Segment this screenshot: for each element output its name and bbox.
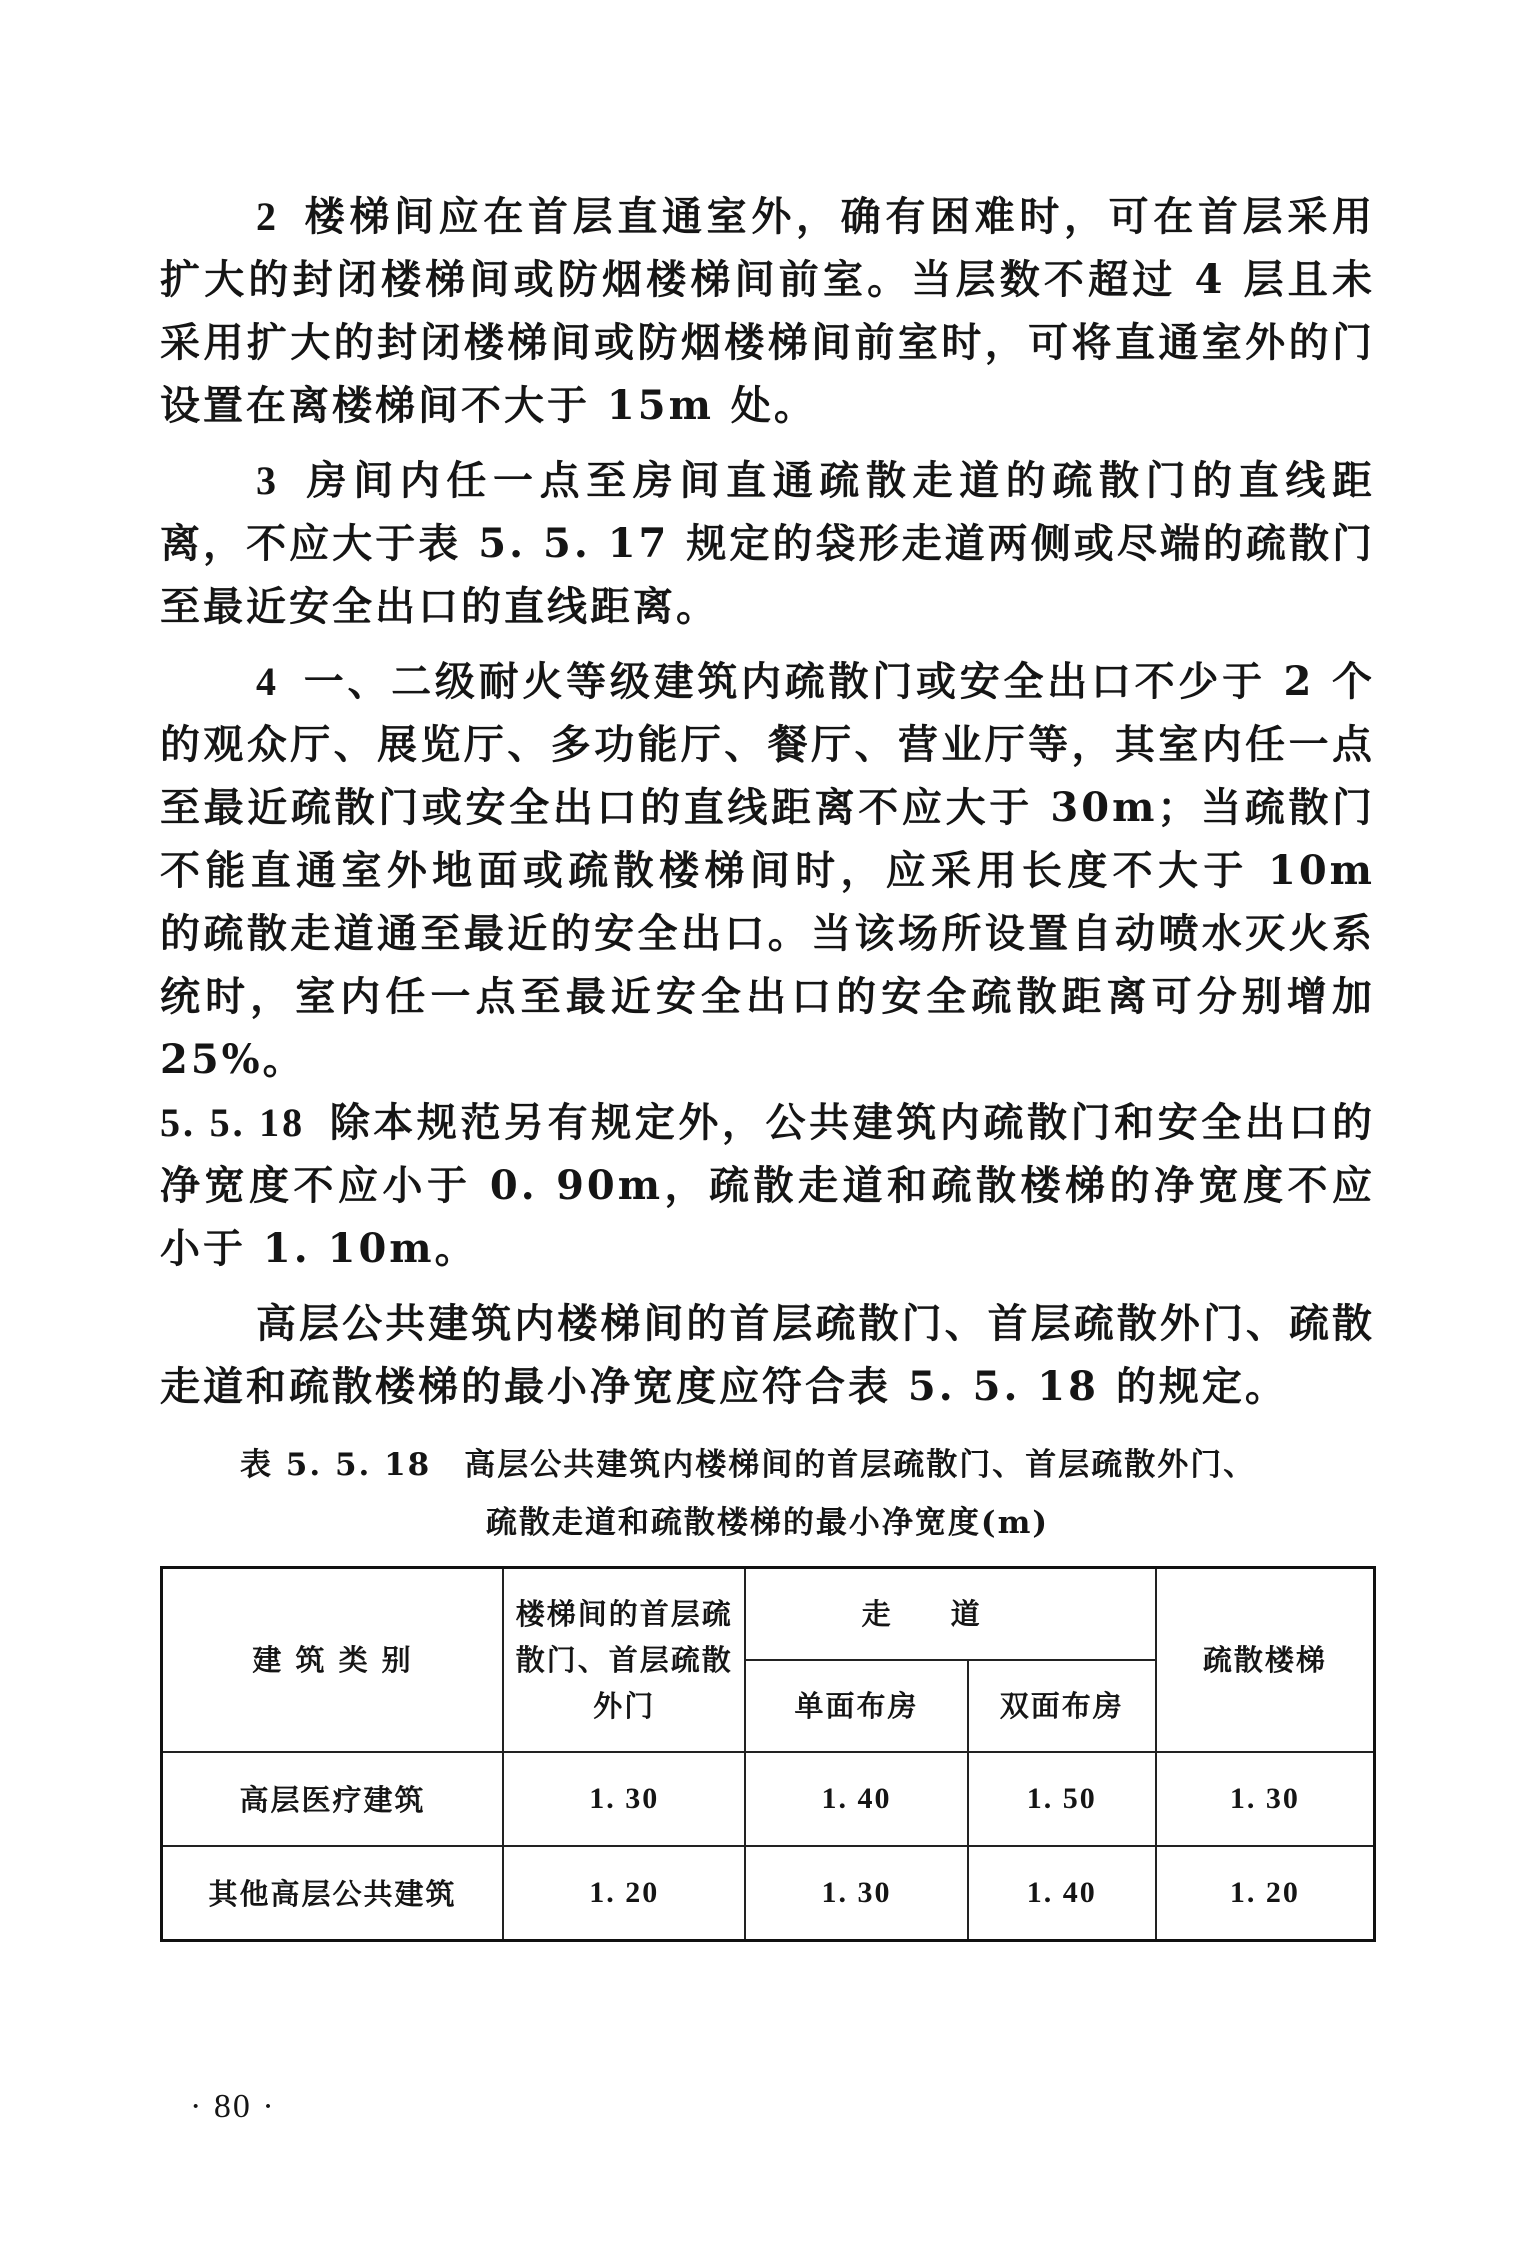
cell-single-side: 1. 30 (745, 1846, 967, 1941)
header-evac-stair: 疏散楼梯 (1156, 1568, 1375, 1752)
cell-evac-stair: 1. 30 (1156, 1752, 1375, 1846)
min-width-table (160, 1566, 1376, 1942)
clause-number: 5. 5. 18 (160, 1100, 306, 1145)
header-building-type: 建 筑 类 别 (162, 1568, 504, 1752)
header-single-side: 单面布房 (745, 1660, 967, 1752)
clause-2 (160, 185, 1375, 437)
highrise-paragraph: 高层公共建筑内楼梯间的首层疏散门、首层疏散外门、疏散走道和疏散楼梯的最小净宽度应符合表 5. 5. 18 的规定。 (160, 1300, 1375, 1410)
clause-5-5-18 (160, 1091, 1375, 1280)
table-caption (160, 1436, 1375, 1552)
clause-text: 一、二级耐火等级建筑内疏散门或安全出口不少于 2 个的观众厅、展览厅、多功能厅、餐厅、营业厅等，其室内任一点至最近疏散门或安全出口的直线距离不应大于 30m；当疏散门不能直通室外地面或疏散楼梯间时，应采用长度不大于 10m 的疏散走道通至最近的安全出口。当该场所设置自动喷水灭火系统时，室内任一点至最近安全出口的安全疏散距离可分别增加 25%。 (160, 658, 1375, 1083)
cell-evac-stair: 1. 20 (1156, 1846, 1375, 1941)
clause-4 (160, 650, 1375, 1091)
clause-number: 3 (256, 458, 279, 503)
clause-text: 房间内任一点至房间直通疏散走道的疏散门的直线距离，不应大于表 5. 5. 17 规定的袋形走道两侧或尽端的疏散门至最近安全出口的直线距离。 (160, 457, 1375, 630)
clause-text: 除本规范另有规定外，公共建筑内疏散门和安全出口的净宽度不应小于 0. 90m，疏散走道和疏散楼梯的净宽度不应小于 1. 10m。 (160, 1099, 1376, 1272)
clause-text: 楼梯间应在首层直通室外，确有困难时，可在首层采用扩大的封闭楼梯间或防烟楼梯间前室。当层数不超过 4 层且未采用扩大的封闭楼梯间或防烟楼梯间前室时，可将直通室外的门设置在离楼梯间不大于 15m 处。 (160, 193, 1375, 429)
table-row (162, 1752, 1375, 1846)
page-number: · 80 · (190, 2088, 276, 2125)
clause-number: 4 (256, 659, 279, 704)
table-row (162, 1846, 1375, 1941)
header-stair-door: 楼梯间的首层疏散门、首层疏散外门 (503, 1568, 745, 1752)
cell-double-side: 1. 40 (968, 1846, 1156, 1941)
table-caption-line-2: 疏散走道和疏散楼梯的最小净宽度(m) (485, 1505, 1050, 1541)
cell-single-side: 1. 40 (745, 1752, 967, 1846)
cell-building-type: 高层医疗建筑 (162, 1752, 504, 1846)
cell-stair-door: 1. 30 (503, 1752, 745, 1846)
clause-number: 2 (256, 194, 279, 239)
page-content (160, 185, 1375, 1942)
header-corridor: 走道 (745, 1568, 1155, 1660)
cell-double-side: 1. 50 (968, 1752, 1156, 1846)
clause-3 (160, 449, 1375, 638)
cell-stair-door: 1. 20 (503, 1846, 745, 1941)
cell-building-type: 其他高层公共建筑 (162, 1846, 504, 1941)
header-double-side: 双面布房 (968, 1660, 1156, 1752)
table-caption-line-1: 表 5. 5. 18 高层公共建筑内楼梯间的首层疏散门、首层疏散外门、 (240, 1447, 1257, 1483)
